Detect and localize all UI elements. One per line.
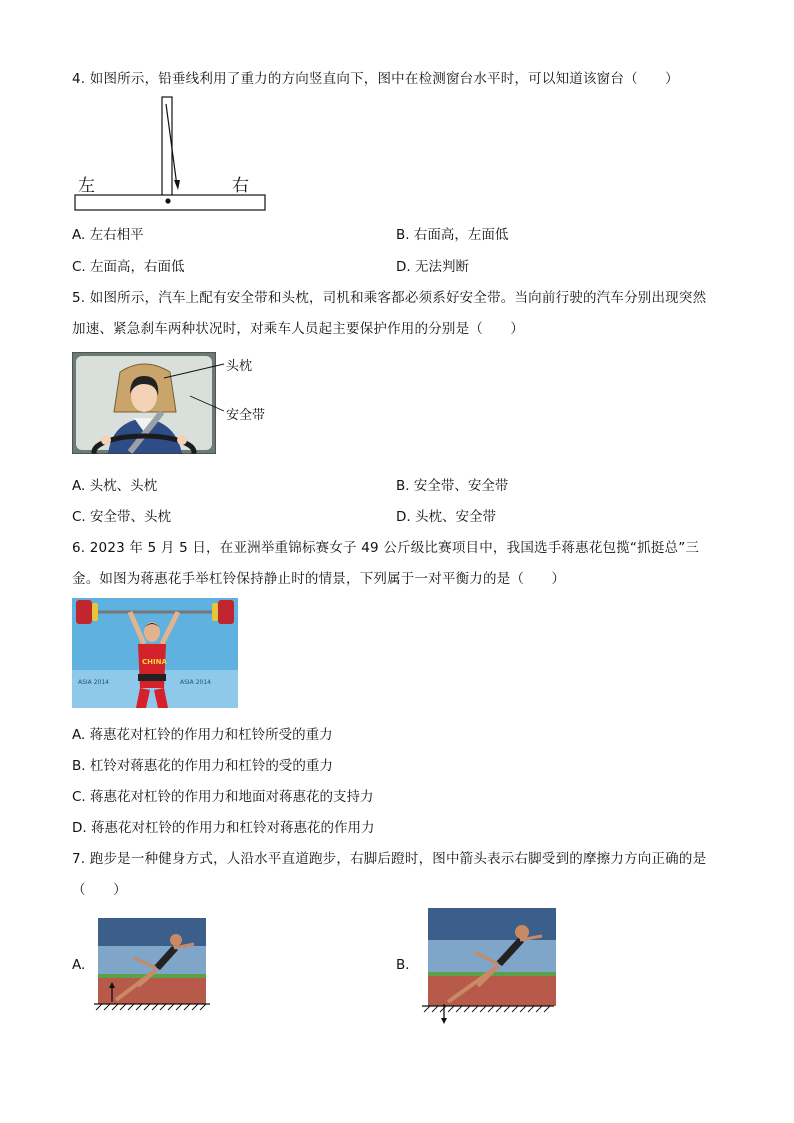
seatbelt-label: 安全带 (226, 408, 266, 423)
lifter-head (144, 622, 160, 642)
left-label: 左 (78, 176, 95, 196)
center-dot (165, 198, 170, 203)
runner-head (515, 925, 529, 939)
weightlifter-photo (72, 598, 238, 708)
q4-option-a[interactable]: A. 左右相平 (72, 227, 144, 243)
q4-option-c[interactable]: C. 左面高，右面低 (72, 259, 185, 275)
q6-stem-line2: 金。如图为蒋惠花手举杠铃保持静止时的情景，下列属于一对平衡力的是（ ） (72, 571, 566, 587)
q4-option-d[interactable]: D. 无法判断 (396, 259, 469, 275)
q7-option-b[interactable]: B. (396, 957, 410, 973)
q5-stem-line1: 5. 如图所示，汽车上配有安全带和头枕，司机和乘客都必须系好安全带。当向前行驶的汽车分别出现突然 (72, 290, 707, 306)
plumb-line-figure (70, 94, 270, 216)
right-plate-inner (212, 603, 218, 621)
running-track (98, 978, 206, 1004)
seatbelt-leader-line (190, 396, 224, 411)
q6-option-d[interactable]: D. 蒋惠花对杠铃的作用力和杠铃对蒋惠花的作用力 (72, 820, 375, 836)
headrest-leader-line (164, 364, 224, 378)
ground-hatching-a (96, 1004, 206, 1010)
q5-option-d[interactable]: D. 头枕、安全带 (396, 509, 496, 525)
arrow-head-b (441, 1018, 447, 1024)
left-plate (76, 600, 92, 624)
q6-option-b[interactable]: B. 杠铃对蒋惠花的作用力和杠铃的受的重力 (72, 758, 333, 774)
lifting-belt (138, 674, 166, 681)
q5-option-a[interactable]: A. 头枕、头枕 (72, 478, 158, 494)
q5-option-b[interactable]: B. 安全带、安全带 (396, 478, 509, 494)
right-hand (177, 435, 187, 445)
banner-right-text: ASIA 2014 (180, 679, 211, 686)
stadium-stands (428, 908, 556, 940)
q4-option-b[interactable]: B. 右面高，左面低 (396, 227, 509, 243)
runner-head (170, 934, 182, 946)
q5-option-c[interactable]: C. 安全带、头枕 (72, 509, 172, 525)
running-track (428, 976, 556, 1006)
jersey-text: CHINA (142, 658, 167, 666)
q6-option-a[interactable]: A. 蒋惠花对杠铃的作用力和杠铃所受的重力 (72, 727, 333, 743)
right-plate (218, 600, 234, 624)
q7-stem-line1: 7. 跑步是一种健身方式，人沿水平直道跑步，右脚后蹬时，图中箭头表示右脚受到的摩擦力方向正确的是 (72, 851, 707, 867)
right-label: 右 (232, 176, 249, 196)
left-hand (101, 435, 111, 445)
runner-photo-b[interactable] (422, 906, 558, 1026)
headrest-label: 头枕 (226, 359, 253, 374)
q6-stem-line1: 6. 2023 年 5 月 5 日，在亚洲举重锦标赛女子 49 公斤级比赛项目中，我国选手蒋惠花包揽“抓挺总”三 (72, 540, 700, 556)
left-plate-inner (92, 603, 98, 621)
ground-hatching-b (424, 1006, 550, 1012)
q7-stem-line2: （ ） (72, 882, 127, 898)
plumb-bob-arrow (174, 180, 180, 190)
q6-option-c[interactable]: C. 蒋惠花对杠铃的作用力和地面对蒋惠花的支持力 (72, 789, 374, 805)
banner-left-text: ASIA 2014 (78, 679, 109, 686)
q7-option-a[interactable]: A. (72, 957, 86, 973)
runner-photo-a[interactable] (94, 918, 212, 1016)
q5-stem-line2: 加速、紧急刹车两种状况时，对乘车人员起主要保护作用的分别是（ ） (72, 321, 525, 337)
stadium-stands (98, 918, 206, 946)
q4-stem: 4. 如图所示，铅垂线利用了重力的方向竖直向下，图中在检测窗台水平时，可以知道该窗台（ ） (72, 71, 679, 87)
lifter-singlet (138, 644, 166, 688)
label-leaders (160, 356, 230, 416)
